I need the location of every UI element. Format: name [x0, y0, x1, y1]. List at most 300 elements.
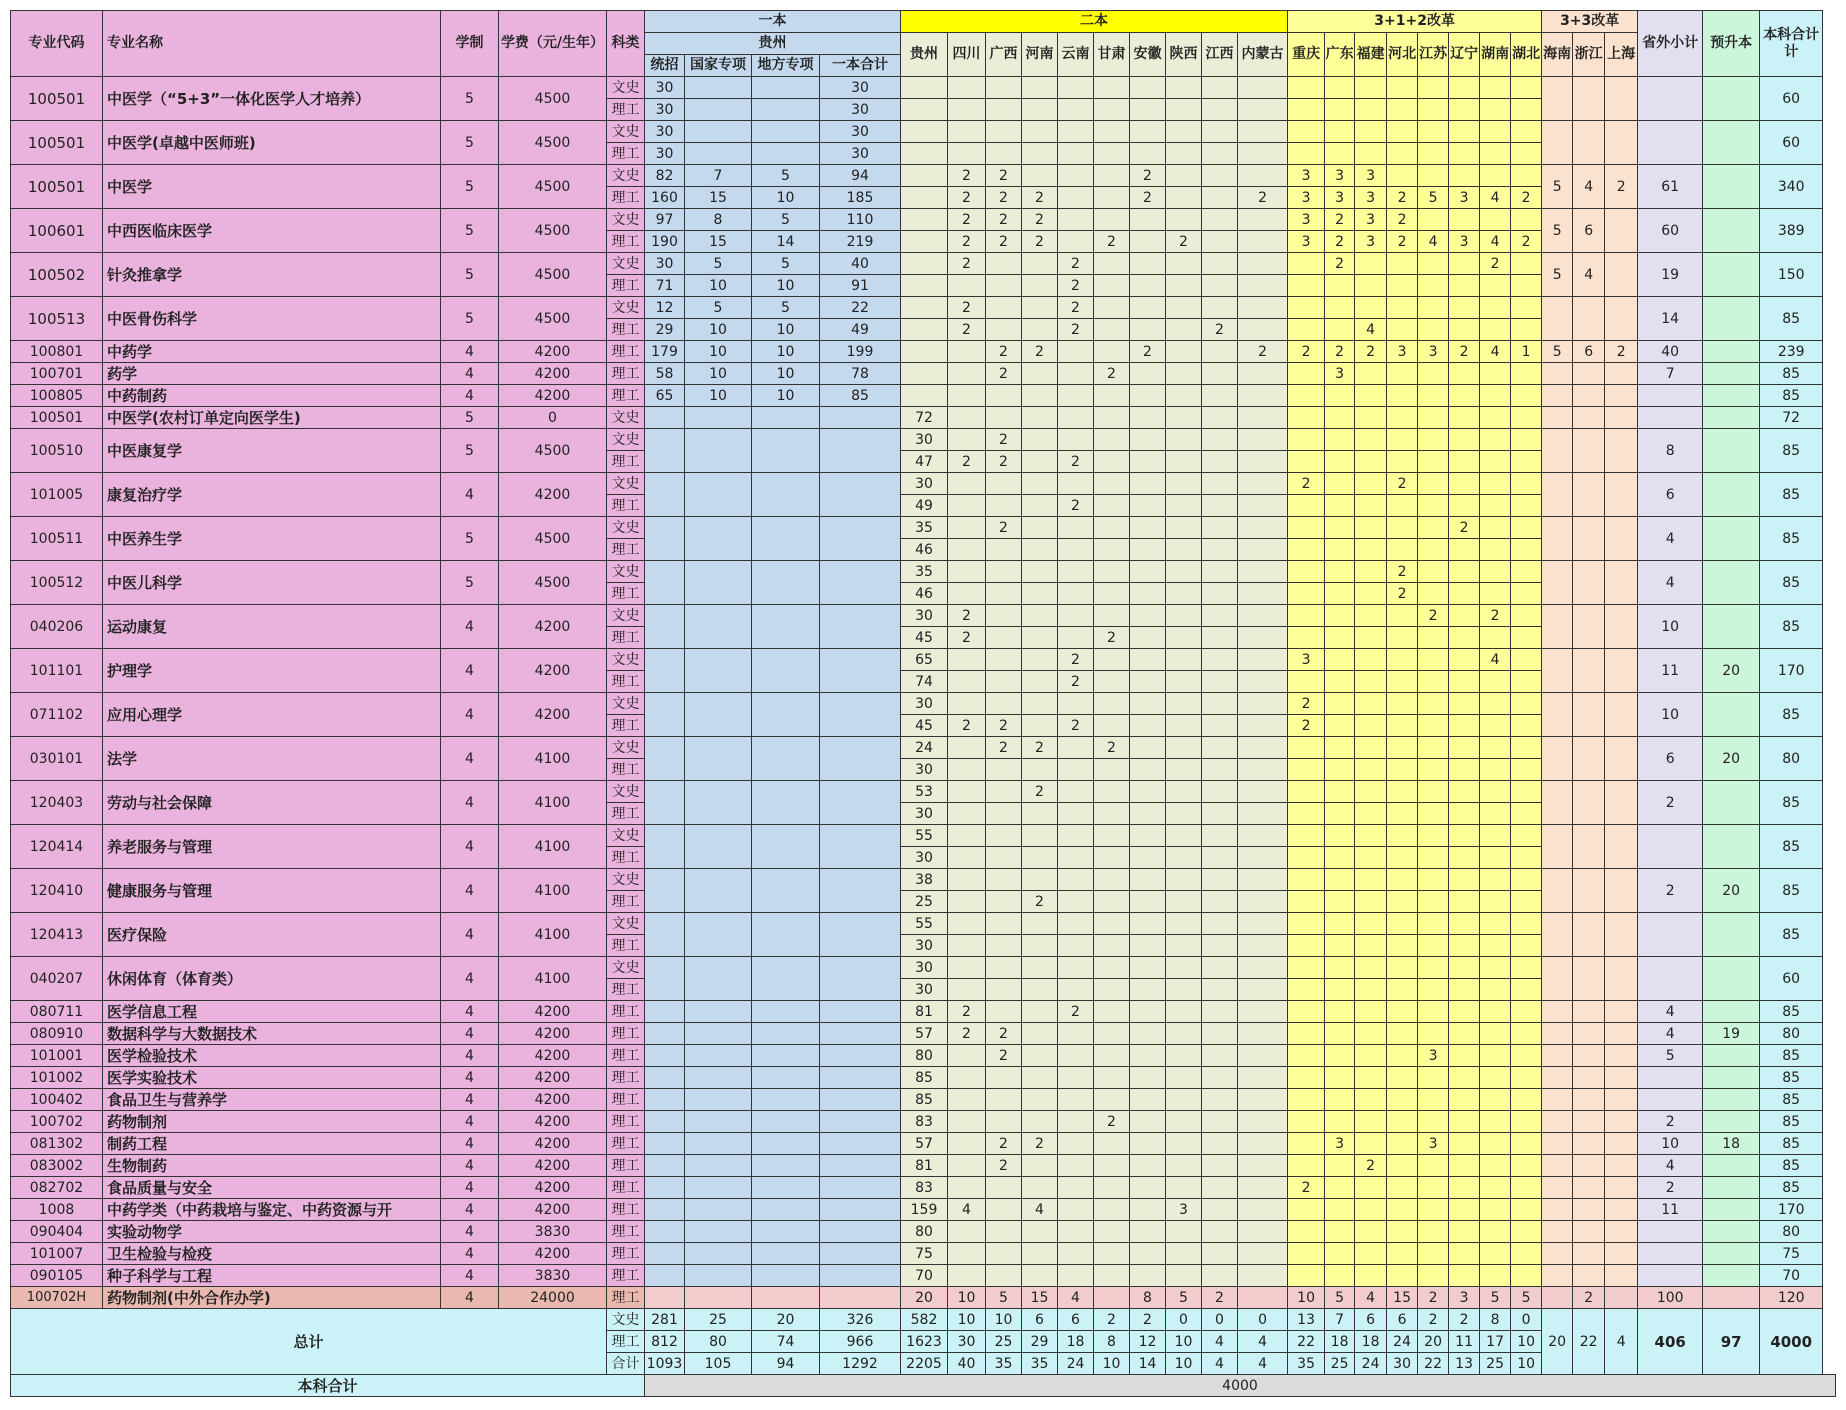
upgrade-count — [1703, 209, 1760, 253]
data-cell — [1202, 847, 1238, 869]
major-code: 120414 — [11, 825, 103, 869]
data-cell — [1511, 451, 1542, 473]
data-cell — [1238, 957, 1288, 979]
data-cell — [1387, 1023, 1418, 1045]
data-cell — [1058, 781, 1094, 803]
data-cell — [1480, 275, 1511, 297]
header-province: 安徽 — [1130, 33, 1166, 77]
data-cell — [1166, 341, 1202, 363]
data-cell — [1511, 957, 1542, 979]
data-cell — [1202, 407, 1238, 429]
data-cell — [1202, 737, 1238, 759]
data-cell — [1130, 869, 1166, 891]
upgrade-count — [1703, 1045, 1760, 1067]
data-cell — [1288, 1045, 1325, 1067]
reform33-cell — [1573, 297, 1605, 341]
reform33-cell — [1542, 473, 1573, 517]
data-cell — [1130, 517, 1166, 539]
major-code: 120413 — [11, 913, 103, 957]
data-cell — [1094, 495, 1130, 517]
empty-cell — [820, 1265, 901, 1287]
major-duration: 5 — [441, 165, 499, 209]
data-cell — [1288, 1155, 1325, 1177]
data-cell — [1288, 1199, 1325, 1221]
data-cell — [685, 99, 752, 121]
data-cell — [1418, 429, 1449, 451]
data-cell — [1130, 121, 1166, 143]
table-row — [11, 957, 1836, 979]
data-cell — [1202, 1155, 1238, 1177]
undergrad-total: 60 — [1760, 121, 1823, 165]
total-cell: 8 — [1480, 1309, 1511, 1331]
data-cell — [1387, 1045, 1418, 1067]
major-fee: 0 — [499, 407, 607, 429]
undergrad-grand-total: 4000 — [1760, 1309, 1823, 1375]
data-cell — [948, 759, 986, 781]
data-cell — [1202, 1089, 1238, 1111]
data-cell — [1387, 429, 1418, 451]
reform33-cell — [1605, 561, 1638, 605]
data-cell: 2 — [948, 627, 986, 649]
data-cell: 10 — [948, 1287, 986, 1309]
data-cell — [1355, 737, 1387, 759]
major-fee: 4100 — [499, 737, 607, 781]
reform33-cell — [1573, 693, 1605, 737]
total-cell: 29 — [1022, 1331, 1058, 1353]
major-code: 100702H — [11, 1287, 103, 1309]
data-cell — [948, 979, 986, 1001]
data-cell — [1355, 297, 1387, 319]
undergrad-total: 70 — [1760, 1265, 1823, 1287]
undergrad-total: 80 — [1760, 1221, 1823, 1243]
data-cell: 2 — [1387, 561, 1418, 583]
empty-cell — [752, 781, 820, 825]
data-cell — [1480, 759, 1511, 781]
data-cell — [1166, 1045, 1202, 1067]
data-cell — [1325, 583, 1355, 605]
major-code: 101101 — [11, 649, 103, 693]
data-cell: 29 — [645, 319, 685, 341]
total-cell: 0 — [1166, 1309, 1202, 1331]
empty-cell — [752, 1045, 820, 1067]
data-cell — [1288, 803, 1325, 825]
data-cell — [1325, 891, 1355, 913]
data-cell — [1202, 385, 1238, 407]
table-row — [11, 165, 1836, 187]
data-cell — [1325, 781, 1355, 803]
data-cell: 38 — [901, 869, 948, 891]
upgrade-count: 19 — [1703, 1023, 1760, 1045]
total-cell: 18 — [1058, 1331, 1094, 1353]
data-cell — [1325, 1155, 1355, 1177]
table-row — [11, 1067, 1836, 1089]
data-cell: 30 — [901, 847, 948, 869]
data-cell — [1058, 407, 1094, 429]
data-cell — [1238, 407, 1288, 429]
data-cell — [1418, 1199, 1449, 1221]
table-row — [11, 77, 1836, 99]
reform33-cell — [1542, 363, 1573, 385]
header-province: 江西 — [1202, 33, 1238, 77]
major-name: 食品质量与安全 — [103, 1177, 441, 1199]
data-cell — [986, 77, 1022, 99]
data-cell — [1418, 121, 1449, 143]
undergrad-total: 340 — [1760, 165, 1823, 209]
empty-cell — [752, 869, 820, 913]
data-cell — [1238, 253, 1288, 275]
data-cell — [1449, 847, 1480, 869]
data-cell — [1130, 913, 1166, 935]
data-cell — [948, 1243, 986, 1265]
data-cell — [1022, 253, 1058, 275]
reform33-cell — [1542, 869, 1573, 913]
data-cell — [1418, 781, 1449, 803]
out-subtotal: 8 — [1638, 429, 1703, 473]
data-cell — [1387, 495, 1418, 517]
data-cell — [1480, 473, 1511, 495]
empty-cell — [820, 1133, 901, 1155]
empty-cell — [645, 1155, 685, 1177]
data-cell — [948, 1177, 986, 1199]
major-code: 100511 — [11, 517, 103, 561]
data-cell — [1130, 891, 1166, 913]
data-cell — [1288, 517, 1325, 539]
data-cell — [1094, 715, 1130, 737]
data-cell — [1288, 1265, 1325, 1287]
data-cell — [986, 319, 1022, 341]
data-cell: 47 — [901, 451, 948, 473]
data-cell — [986, 759, 1022, 781]
data-cell — [1387, 1155, 1418, 1177]
data-cell — [1418, 77, 1449, 99]
data-cell — [1449, 1221, 1480, 1243]
data-cell — [1387, 363, 1418, 385]
upgrade-count — [1703, 1089, 1760, 1111]
out-subtotal — [1638, 913, 1703, 957]
major-code: 120410 — [11, 869, 103, 913]
data-cell — [1094, 539, 1130, 561]
data-cell: 2 — [986, 363, 1022, 385]
data-cell — [1355, 803, 1387, 825]
enrollment-plan-table — [10, 10, 1836, 1397]
total-cell: 281 — [645, 1309, 685, 1331]
data-cell — [1449, 957, 1480, 979]
data-cell — [1480, 891, 1511, 913]
data-cell — [948, 99, 986, 121]
data-cell — [1480, 297, 1511, 319]
major-duration: 4 — [441, 1001, 499, 1023]
data-cell — [1202, 363, 1238, 385]
data-cell — [1511, 649, 1542, 671]
data-cell: 5 — [1418, 187, 1449, 209]
subject-type: 文史 — [607, 77, 645, 99]
data-cell — [1022, 143, 1058, 165]
reform33-cell — [1573, 1243, 1605, 1265]
out-subtotal: 4 — [1638, 1023, 1703, 1045]
data-cell: 71 — [645, 275, 685, 297]
header-reform-33: 3+3改革 — [1542, 11, 1638, 33]
data-cell — [1480, 935, 1511, 957]
table-row — [11, 605, 1836, 627]
header-name: 专业名称 — [103, 11, 441, 77]
major-code: 100701 — [11, 363, 103, 385]
data-cell — [1511, 77, 1542, 99]
data-cell — [986, 957, 1022, 979]
data-cell — [986, 495, 1022, 517]
table-row — [11, 913, 1836, 935]
data-cell — [1387, 605, 1418, 627]
major-code: 100805 — [11, 385, 103, 407]
data-cell — [1449, 99, 1480, 121]
data-cell — [1022, 539, 1058, 561]
empty-cell — [645, 1243, 685, 1265]
data-cell: 2 — [986, 451, 1022, 473]
data-cell — [1022, 561, 1058, 583]
reform33-cell — [1605, 693, 1638, 737]
data-cell — [1166, 1155, 1202, 1177]
data-cell — [1130, 1111, 1166, 1133]
empty-cell — [645, 693, 685, 737]
reform33-cell — [1605, 473, 1638, 517]
data-cell: 2 — [1288, 715, 1325, 737]
data-cell — [1130, 1155, 1166, 1177]
subject-type: 理工 — [607, 495, 645, 517]
data-cell — [1325, 649, 1355, 671]
data-cell — [901, 363, 948, 385]
data-cell — [1166, 165, 1202, 187]
undergrad-total: 85 — [1760, 1001, 1823, 1023]
data-cell — [1355, 1111, 1387, 1133]
data-cell — [1022, 715, 1058, 737]
data-cell: 2 — [1480, 253, 1511, 275]
total-cell: 80 — [685, 1331, 752, 1353]
major-code: 083002 — [11, 1155, 103, 1177]
data-cell — [1449, 891, 1480, 913]
data-cell — [1166, 759, 1202, 781]
data-cell — [1449, 275, 1480, 297]
data-cell — [1238, 1243, 1288, 1265]
data-cell — [1130, 561, 1166, 583]
data-cell: 10 — [752, 341, 820, 363]
data-cell — [1166, 1133, 1202, 1155]
major-fee: 4100 — [499, 957, 607, 1001]
data-cell — [1202, 165, 1238, 187]
major-duration: 4 — [441, 1287, 499, 1309]
major-code: 071102 — [11, 693, 103, 737]
data-cell — [1325, 429, 1355, 451]
data-cell — [948, 583, 986, 605]
data-cell — [1238, 803, 1288, 825]
data-cell — [1022, 1221, 1058, 1243]
data-cell — [1238, 473, 1288, 495]
data-cell — [1511, 627, 1542, 649]
data-cell — [1511, 517, 1542, 539]
major-code: 040207 — [11, 957, 103, 1001]
data-cell — [1387, 1243, 1418, 1265]
data-cell — [752, 407, 820, 429]
data-cell — [1355, 891, 1387, 913]
data-cell — [1480, 385, 1511, 407]
major-fee: 4200 — [499, 1243, 607, 1265]
subject-type: 理工 — [607, 99, 645, 121]
data-cell — [1288, 1023, 1325, 1045]
major-name: 中医学 — [103, 165, 441, 209]
data-cell — [1238, 517, 1288, 539]
upgrade-count — [1703, 561, 1760, 605]
data-cell: 8 — [1130, 1287, 1166, 1309]
data-cell — [1418, 979, 1449, 1001]
major-name: 中医养生学 — [103, 517, 441, 561]
subject-type: 文史 — [607, 649, 645, 671]
major-fee: 4200 — [499, 341, 607, 363]
total-cell: 7 — [1325, 1309, 1355, 1331]
major-duration: 5 — [441, 297, 499, 341]
reform33-cell — [1573, 825, 1605, 869]
data-cell — [1094, 99, 1130, 121]
data-cell — [1511, 605, 1542, 627]
data-cell — [1325, 1177, 1355, 1199]
data-cell — [1355, 627, 1387, 649]
data-cell — [1480, 737, 1511, 759]
data-cell: 2 — [1288, 341, 1325, 363]
data-cell — [1130, 99, 1166, 121]
data-cell — [1166, 187, 1202, 209]
reform33-cell — [1542, 77, 1573, 121]
data-cell — [1480, 407, 1511, 429]
data-cell — [1325, 693, 1355, 715]
data-cell — [1202, 803, 1238, 825]
major-duration: 4 — [441, 1111, 499, 1133]
reform33-cell — [1605, 1089, 1638, 1111]
data-cell — [1058, 583, 1094, 605]
data-cell — [1094, 1001, 1130, 1023]
data-cell — [1202, 825, 1238, 847]
data-cell — [1094, 187, 1130, 209]
empty-cell — [820, 1089, 901, 1111]
data-cell — [1355, 979, 1387, 1001]
data-cell — [1387, 1089, 1418, 1111]
data-cell: 14 — [752, 231, 820, 253]
data-cell — [1288, 143, 1325, 165]
data-cell — [986, 1089, 1022, 1111]
data-cell — [1480, 847, 1511, 869]
data-cell — [1094, 517, 1130, 539]
data-cell — [1130, 429, 1166, 451]
data-cell — [1022, 297, 1058, 319]
total-cell: 35 — [986, 1353, 1022, 1375]
data-cell — [1387, 913, 1418, 935]
data-cell — [1166, 209, 1202, 231]
out-subtotal: 2 — [1638, 1111, 1703, 1133]
data-cell — [986, 561, 1022, 583]
undergrad-total: 239 — [1760, 341, 1823, 363]
data-cell — [1058, 1111, 1094, 1133]
data-cell — [1166, 1265, 1202, 1287]
major-fee: 4100 — [499, 825, 607, 869]
data-cell — [1238, 1089, 1288, 1111]
data-cell: 10 — [685, 363, 752, 385]
data-cell — [1511, 1133, 1542, 1155]
data-cell — [948, 1133, 986, 1155]
data-cell — [1094, 1089, 1130, 1111]
undergrad-total: 85 — [1760, 605, 1823, 649]
data-cell — [1058, 473, 1094, 495]
subject-type: 理工 — [607, 1287, 645, 1309]
data-cell: 15 — [685, 231, 752, 253]
data-cell — [1325, 473, 1355, 495]
data-cell: 30 — [645, 121, 685, 143]
empty-cell — [685, 1155, 752, 1177]
subject-type: 理工 — [607, 1331, 645, 1353]
data-cell — [1130, 473, 1166, 495]
data-cell — [1288, 363, 1325, 385]
data-cell — [1022, 319, 1058, 341]
data-cell — [1094, 407, 1130, 429]
data-cell — [1480, 77, 1511, 99]
undergrad-total: 60 — [1760, 957, 1823, 1001]
data-cell — [1511, 539, 1542, 561]
data-cell: 83 — [901, 1111, 948, 1133]
empty-cell — [685, 737, 752, 781]
data-cell — [1166, 825, 1202, 847]
data-cell — [1022, 99, 1058, 121]
data-cell — [1288, 979, 1325, 1001]
reform33-cell — [1605, 429, 1638, 473]
data-cell — [1511, 253, 1542, 275]
table-row — [11, 253, 1836, 275]
data-cell: 5 — [752, 297, 820, 319]
data-cell — [1094, 979, 1130, 1001]
data-cell — [1058, 209, 1094, 231]
data-cell — [948, 913, 986, 935]
major-name: 食品卫生与营养学 — [103, 1089, 441, 1111]
reform33-cell — [1542, 781, 1573, 825]
data-cell — [1288, 1133, 1325, 1155]
table-row — [11, 1111, 1836, 1133]
data-cell — [1202, 1111, 1238, 1133]
empty-cell — [820, 1111, 901, 1133]
data-cell — [1449, 561, 1480, 583]
data-cell — [1288, 539, 1325, 561]
data-cell — [1238, 869, 1288, 891]
data-cell: 3 — [1325, 187, 1355, 209]
total-cell: 2205 — [901, 1353, 948, 1375]
data-cell — [1511, 209, 1542, 231]
data-cell — [901, 253, 948, 275]
data-cell — [1166, 847, 1202, 869]
table-row — [11, 1221, 1836, 1243]
data-cell — [1238, 1287, 1288, 1309]
data-cell — [1288, 935, 1325, 957]
data-cell — [1130, 539, 1166, 561]
reform33-cell — [1605, 407, 1638, 429]
data-cell — [1511, 429, 1542, 451]
data-cell — [986, 385, 1022, 407]
total-cell: 25 — [1480, 1353, 1511, 1375]
data-cell: 2 — [1387, 231, 1418, 253]
data-cell: 4 — [1355, 1287, 1387, 1309]
data-cell — [1058, 1089, 1094, 1111]
data-cell — [1449, 319, 1480, 341]
data-cell — [1387, 979, 1418, 1001]
data-cell — [1022, 825, 1058, 847]
data-cell — [1166, 253, 1202, 275]
data-cell — [901, 99, 948, 121]
data-cell: 2 — [1094, 363, 1130, 385]
reform33-cell: 5 — [1542, 165, 1573, 209]
empty-cell — [645, 957, 685, 1001]
data-cell — [1022, 847, 1058, 869]
